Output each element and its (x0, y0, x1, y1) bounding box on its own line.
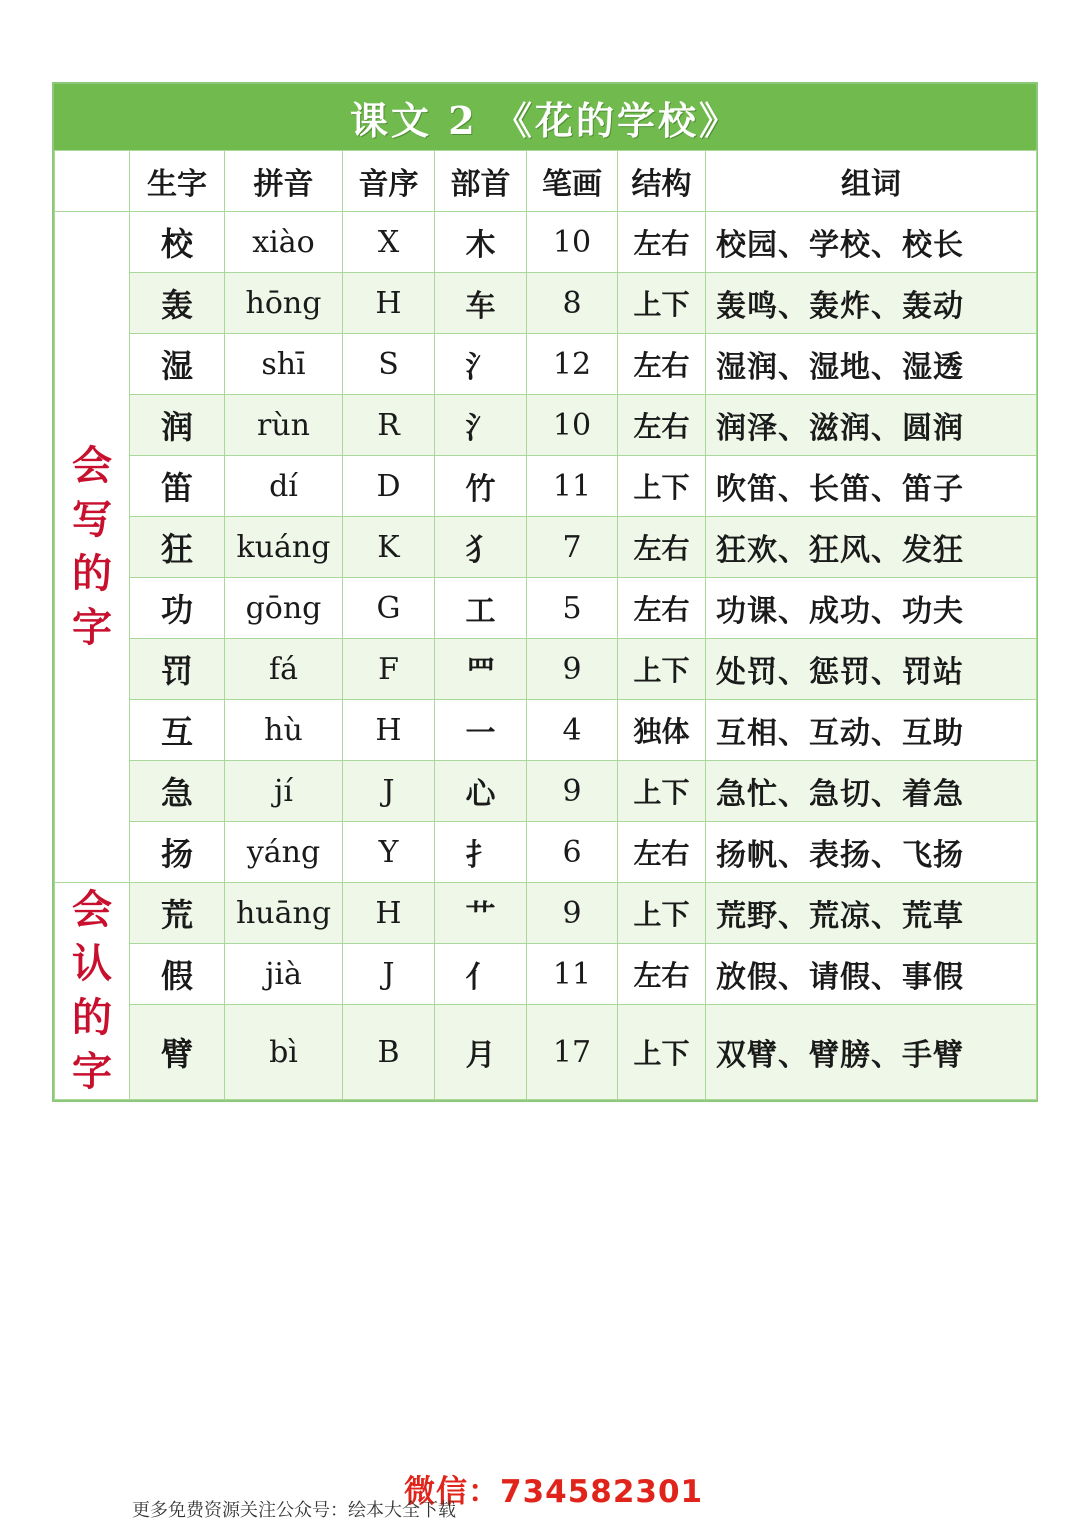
cell-char: 笛 (130, 456, 225, 517)
cell-pinyin: huāng (225, 883, 343, 944)
cell-pinyin: jí (225, 761, 343, 822)
cell-radical: 车 (435, 273, 527, 334)
cell-strokes: 9 (527, 883, 618, 944)
cell-words: 吹笛、长笛、笛子 (706, 456, 1037, 517)
cell-strokes: 8 (527, 273, 618, 334)
cell-order: J (343, 944, 435, 1005)
cell-strokes: 9 (527, 761, 618, 822)
footer-note: 更多免费资源关注公众号：绘本大全下载 (132, 1500, 456, 1521)
cell-radical: 工 (435, 578, 527, 639)
cell-pinyin: shī (225, 334, 343, 395)
cell-words: 互相、互动、互助 (706, 700, 1037, 761)
category-char: 写 (72, 496, 112, 543)
cell-order: Y (343, 822, 435, 883)
cell-strokes: 10 (527, 212, 618, 273)
cell-words: 急忙、急切、着急 (706, 761, 1037, 822)
cell-radical: 竹 (435, 456, 527, 517)
table-row (55, 334, 1037, 395)
cell-pinyin: xiào (225, 212, 343, 273)
cell-char: 臂 (130, 1005, 225, 1100)
vocabulary-table (54, 150, 1037, 1100)
cell-pinyin: bì (225, 1005, 343, 1100)
header-pinyin: 拼音 (225, 151, 343, 212)
cell-structure: 左右 (618, 334, 706, 395)
cell-words: 狂欢、狂风、发狂 (706, 517, 1037, 578)
cell-order: F (343, 639, 435, 700)
category-char: 的 (72, 994, 112, 1041)
table-row (55, 273, 1037, 334)
table-row (55, 395, 1037, 456)
table-row (55, 639, 1037, 700)
cell-order: G (343, 578, 435, 639)
cell-structure: 左右 (618, 395, 706, 456)
cell-order: J (343, 761, 435, 822)
cell-order: B (343, 1005, 435, 1100)
cell-strokes: 17 (527, 1005, 618, 1100)
table-row (55, 822, 1037, 883)
cell-order: H (343, 273, 435, 334)
table-row (55, 1005, 1037, 1100)
category-recognize (55, 883, 130, 1100)
cell-radical: 扌 (435, 822, 527, 883)
header-order: 音序 (343, 151, 435, 212)
wechat-contact: 微信：734582301 (404, 1474, 704, 1510)
cell-structure: 上下 (618, 1005, 706, 1100)
header-corner (55, 151, 130, 212)
cell-structure: 左右 (618, 944, 706, 1005)
cell-order: H (343, 883, 435, 944)
cell-char: 校 (130, 212, 225, 273)
cell-words: 湿润、湿地、湿透 (706, 334, 1037, 395)
header-strokes: 笔画 (527, 151, 618, 212)
cell-pinyin: hù (225, 700, 343, 761)
cell-structure: 左右 (618, 822, 706, 883)
cell-strokes: 6 (527, 822, 618, 883)
cell-words: 荒野、荒凉、荒草 (706, 883, 1037, 944)
cell-structure: 左右 (618, 212, 706, 273)
cell-radical: 犭 (435, 517, 527, 578)
category-char: 会 (72, 886, 112, 933)
lesson-title: 课文 2 《花的学校》 (54, 84, 1036, 150)
cell-radical: 木 (435, 212, 527, 273)
cell-char: 互 (130, 700, 225, 761)
cell-words: 校园、学校、校长 (706, 212, 1037, 273)
cell-structure: 上下 (618, 273, 706, 334)
header-radical: 部首 (435, 151, 527, 212)
cell-order: S (343, 334, 435, 395)
cell-structure: 上下 (618, 639, 706, 700)
cell-pinyin: dí (225, 456, 343, 517)
cell-order: H (343, 700, 435, 761)
cell-strokes: 11 (527, 456, 618, 517)
cell-words: 处罚、惩罚、罚站 (706, 639, 1037, 700)
cell-char: 轰 (130, 273, 225, 334)
cell-char: 荒 (130, 883, 225, 944)
table-row (55, 761, 1037, 822)
cell-radical: 氵 (435, 395, 527, 456)
cell-char: 狂 (130, 517, 225, 578)
cell-words: 双臂、臂膀、手臂 (706, 1005, 1037, 1100)
cell-strokes: 11 (527, 944, 618, 1005)
table-row (55, 212, 1037, 273)
cell-strokes: 9 (527, 639, 618, 700)
cell-order: R (343, 395, 435, 456)
cell-char: 急 (130, 761, 225, 822)
header-char: 生字 (130, 151, 225, 212)
table-row (55, 456, 1037, 517)
cell-pinyin: rùn (225, 395, 343, 456)
cell-structure: 上下 (618, 883, 706, 944)
cell-radical: 心 (435, 761, 527, 822)
category-char: 会 (72, 442, 112, 489)
category-char: 认 (72, 940, 112, 987)
cell-pinyin: yáng (225, 822, 343, 883)
cell-words: 润泽、滋润、圆润 (706, 395, 1037, 456)
table-row (55, 883, 1037, 944)
cell-strokes: 5 (527, 578, 618, 639)
cell-structure: 左右 (618, 578, 706, 639)
cell-pinyin: jià (225, 944, 343, 1005)
category-char: 字 (72, 604, 112, 651)
cell-pinyin: fá (225, 639, 343, 700)
cell-strokes: 7 (527, 517, 618, 578)
cell-radical: 氵 (435, 334, 527, 395)
cell-structure: 上下 (618, 456, 706, 517)
header-words: 组词 (706, 151, 1037, 212)
cell-strokes: 10 (527, 395, 618, 456)
cell-radical: 一 (435, 700, 527, 761)
cell-order: D (343, 456, 435, 517)
cell-char: 扬 (130, 822, 225, 883)
cell-words: 放假、请假、事假 (706, 944, 1037, 1005)
cell-structure: 上下 (618, 761, 706, 822)
cell-radical: 艹 (435, 883, 527, 944)
cell-strokes: 12 (527, 334, 618, 395)
table-row (55, 517, 1037, 578)
cell-char: 湿 (130, 334, 225, 395)
cell-pinyin: kuáng (225, 517, 343, 578)
cell-structure: 左右 (618, 517, 706, 578)
category-char: 的 (72, 550, 112, 597)
cell-radical: 月 (435, 1005, 527, 1100)
header-structure: 结构 (618, 151, 706, 212)
vocabulary-sheet (52, 82, 1038, 1102)
cell-char: 润 (130, 395, 225, 456)
cell-pinyin: gōng (225, 578, 343, 639)
cell-char: 罚 (130, 639, 225, 700)
table-row (55, 578, 1037, 639)
table-row (55, 944, 1037, 1005)
cell-radical: 罒 (435, 639, 527, 700)
table-row (55, 700, 1037, 761)
cell-char: 功 (130, 578, 225, 639)
category-write (55, 212, 130, 883)
cell-order: K (343, 517, 435, 578)
cell-words: 功课、成功、功夫 (706, 578, 1037, 639)
header-row (55, 151, 1037, 212)
cell-order: X (343, 212, 435, 273)
cell-words: 轰鸣、轰炸、轰动 (706, 273, 1037, 334)
category-char: 字 (72, 1048, 112, 1095)
cell-radical: 亻 (435, 944, 527, 1005)
cell-structure: 独体 (618, 700, 706, 761)
cell-char: 假 (130, 944, 225, 1005)
cell-strokes: 4 (527, 700, 618, 761)
cell-pinyin: hōng (225, 273, 343, 334)
cell-words: 扬帆、表扬、飞扬 (706, 822, 1037, 883)
